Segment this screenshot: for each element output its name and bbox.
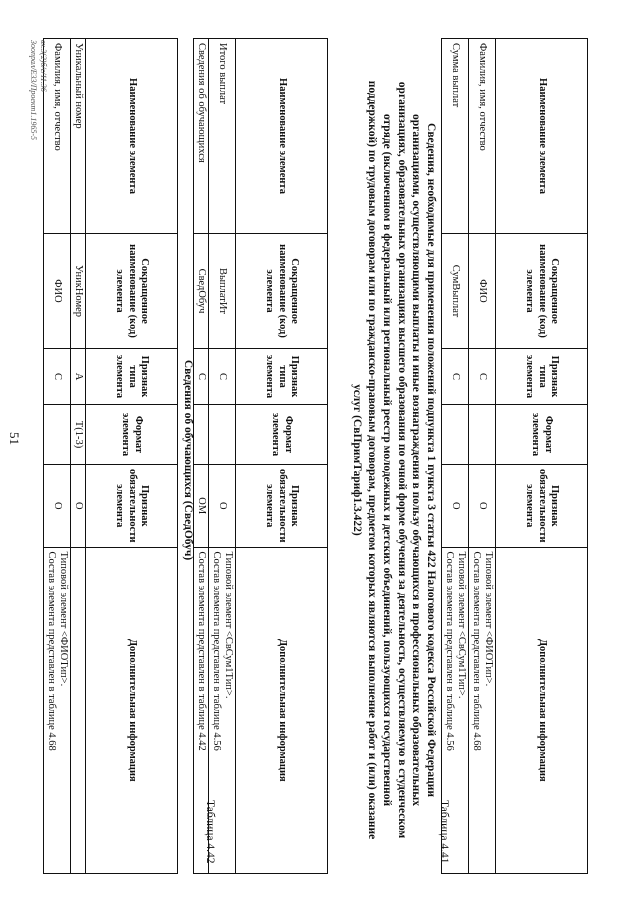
cell-short: СведОбуч <box>193 234 208 349</box>
cell-type: С <box>468 349 495 405</box>
cell-name: Уникальный номер <box>70 39 85 234</box>
header-info: Дополнительная информация <box>86 547 178 873</box>
header-format: Формат элемента <box>236 405 328 465</box>
table-row <box>43 39 70 874</box>
cell-req: О <box>441 465 468 548</box>
cell-name: Итого выплат <box>208 39 235 234</box>
cell-type: С <box>441 349 468 405</box>
stamp-line: вх.3(2)б/с/11.36 <box>39 40 48 92</box>
info-line: Типовой элемент <СвСум1Тип>. <box>455 551 467 699</box>
cell-type: С <box>193 349 208 405</box>
info-line: Состав элемента представлен в таблице 4.56 <box>443 551 455 751</box>
header-name: Наименование элемента <box>86 39 178 234</box>
table-row <box>70 39 85 874</box>
header-short: Сокращенное наименование (код) элемента <box>236 234 328 349</box>
cell-name: Сведения об обучающихся <box>193 39 208 234</box>
cell-format: T(1-3) <box>70 405 85 465</box>
table-row <box>193 39 208 874</box>
cell-short: ФИО <box>468 234 495 349</box>
cell-format <box>468 405 495 465</box>
cell-type: С <box>43 349 70 405</box>
header-req: Признак обязательности элемента <box>86 465 178 548</box>
cell-name: Фамилия, имя, отчество <box>43 39 70 234</box>
cell-info <box>468 547 495 873</box>
table-row <box>441 39 468 874</box>
cell-short: ВыплатИт <box>208 234 235 349</box>
cell-req: О <box>208 465 235 548</box>
cell-req: О <box>468 465 495 548</box>
header-type: Признак типа элемента <box>86 349 178 405</box>
stamp-line: Зоопрал/ЕЗЗ/Проект1.1965-5 <box>29 40 39 140</box>
cell-type: А <box>70 349 85 405</box>
cell-format <box>441 405 468 465</box>
cell-req: О <box>43 465 70 548</box>
cell-short: ФИО <box>43 234 70 349</box>
header-name: Наименование элемента <box>496 39 588 234</box>
header-type: Признак типа элемента <box>496 349 588 405</box>
header-req: Признак обязательности элемента <box>496 465 588 548</box>
table-top <box>441 38 588 874</box>
header-format: Формат элемента <box>496 405 588 465</box>
table-header-row <box>236 39 328 874</box>
cell-name: Сумма выплат <box>441 39 468 234</box>
cell-name: Фамилия, имя, отчество <box>468 39 495 234</box>
table-header-row <box>86 39 178 874</box>
cell-format <box>43 405 70 465</box>
table-heading-442: Сведения об обучающихся (СведОбуч) <box>182 359 194 561</box>
cell-req: О <box>70 465 85 548</box>
header-name: Наименование элемента <box>236 39 328 234</box>
info-line: Типовой элемент <ФИОТип>. <box>483 551 494 687</box>
table-heading-441: Сведения, необходимые для применения положений подпункта 1 пункта 3 статьи 422 Налогового кодекса Российской Федерации организациями, осуществляющими выплаты и иные вознаграждения в пользу обучающихся в профессиональных образовательных организациях, образовательных организациях высшего образования по очной форме обучения за деятельность, осуществляемую в студенческом отряде (включенном в федеральный или региональный реестр молодежных и детских объединений, пользующихся государственной поддержкой) по трудовым договорам или по гражданско-правовым договорам, предметом которых являются выполнение работ и (или) оказание услуг (СвПримТариф1.3.422) <box>351 80 437 840</box>
cell-format <box>193 405 208 465</box>
table-caption-441: Таблица 4.41 <box>438 800 450 864</box>
header-req: Признак обязательности элемента <box>236 465 328 548</box>
info-line: Состав элемента представлен в таблице 4.42 <box>195 551 207 751</box>
header-short: Сокращенное наименование (код) элемента <box>86 234 178 349</box>
cell-short: УникНомер <box>70 234 85 349</box>
table-442 <box>43 38 178 874</box>
table-header-row <box>496 39 588 874</box>
header-short: Сокращенное наименование (код) элемента <box>496 234 588 349</box>
cell-info <box>43 547 70 873</box>
table-row <box>208 39 235 874</box>
header-type: Признак типа элемента <box>236 349 328 405</box>
table-441 <box>193 38 328 874</box>
info-line: Состав элемента представлен в таблице 4.68 <box>45 551 57 751</box>
info-line: Типовой элемент <ФИОТип>. <box>57 551 69 687</box>
header-info: Дополнительная информация <box>236 547 328 873</box>
page-number: 51 <box>7 432 22 445</box>
cell-type: С <box>208 349 235 405</box>
header-format: Формат элемента <box>86 405 178 465</box>
info-line: Типовой элемент <СвСум1Тип>. <box>223 551 234 699</box>
info-line: Состав элемента представлен в таблице 4.56 <box>210 551 222 751</box>
document-stamp <box>29 40 48 140</box>
table-row <box>468 39 495 874</box>
cell-req: ОМ <box>193 465 208 548</box>
cell-short: СумВыплат <box>441 234 468 349</box>
header-info: Дополнительная информация <box>496 547 588 873</box>
cell-info <box>70 547 85 873</box>
info-line: Состав элемента представлен в таблице 4.68 <box>470 551 482 751</box>
cell-format <box>208 405 235 465</box>
table-caption-442: Таблица 4.42 <box>204 800 216 864</box>
